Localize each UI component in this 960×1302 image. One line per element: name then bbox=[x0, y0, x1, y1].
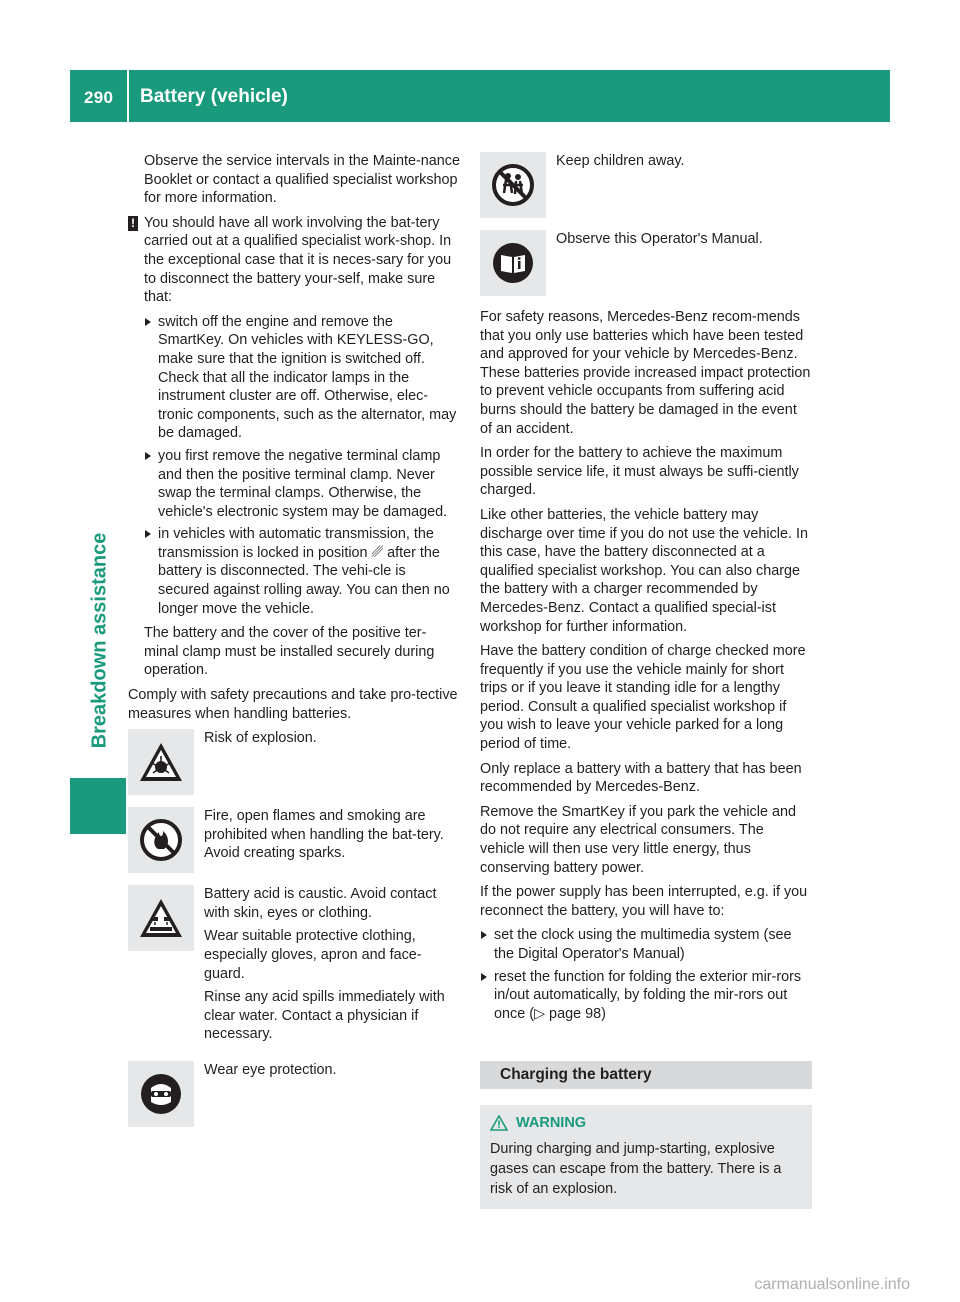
note-text: You should have all work involving the bat-tery carried out at a qualified specialist work-shop. In the exceptional case that it is neces-sary for you to disconnect the battery your-self, make sure that: bbox=[144, 214, 452, 306]
symbol-text: Wear suitable protective clothing, especially gloves, apron and face-guard. bbox=[204, 928, 422, 982]
note-bullets bbox=[128, 313, 460, 619]
keep-children-away-icon bbox=[480, 152, 546, 218]
warning-label: WARNING bbox=[516, 1115, 587, 1132]
body-paragraph: Remove the SmartKey if you park the vehicle and do not require any electrical consumers. The vehicle will then use very little energy, thus conserving battery power. bbox=[480, 803, 796, 876]
no-fire-icon bbox=[128, 807, 194, 873]
body-paragraph: Like other batteries, the vehicle battery may discharge over time if you do not use the vehicle. In this case, have the battery disconnected at a qualified specialist workshop. You can also charge the battery with a charger recommended by Mercedes-Benz. Contact a qualified special-ist workshop for further information. bbox=[480, 506, 808, 635]
warning-triangle-icon bbox=[490, 1115, 508, 1131]
service-paragraph: Observe the service intervals in the Mainte-nance Booklet or contact a qualified specialist workshop for more information. bbox=[144, 153, 460, 207]
side-tab bbox=[80, 532, 120, 748]
warning-text: During charging and jump-starting, explosive gases can escape from the battery. There is a risk of an explosion. bbox=[490, 1141, 782, 1198]
list-item: set the clock using the multimedia system (see the Digital Operator's Manual) bbox=[480, 926, 812, 963]
symbol-row bbox=[128, 807, 460, 873]
note-block bbox=[128, 214, 460, 307]
symbol-text: Keep children away. bbox=[556, 153, 685, 169]
body-paragraph: In order for the battery to achieve the maximum possible service life, it must always be suffi-ciently charged. bbox=[480, 445, 799, 499]
symbol-text: Risk of explosion. bbox=[204, 730, 317, 747]
header-divider bbox=[127, 70, 129, 122]
operator-manual-icon bbox=[480, 230, 546, 296]
reconnect-bullets bbox=[480, 926, 812, 1023]
symbol-row bbox=[480, 152, 812, 218]
list-item: reset the function for folding the exterior mir-rors in/out automatically, by folding the mir-rors out once (▷ page 98) bbox=[480, 968, 812, 1024]
right-column bbox=[480, 152, 812, 1209]
body-paragraph: Only replace a battery with a battery that has been recommended by Mercedes-Benz. bbox=[480, 760, 802, 796]
symbol-text: Fire, open flames and smoking are prohibited when handling the bat-tery. Avoid creating sparks. bbox=[204, 808, 444, 862]
exclamation-icon: ! bbox=[128, 216, 138, 231]
symbol-text: Wear eye protection. bbox=[204, 1061, 337, 1078]
symbol-row bbox=[128, 1061, 460, 1127]
left-column bbox=[128, 152, 460, 1139]
corrosive-warning-icon bbox=[128, 885, 194, 951]
warning-title bbox=[490, 1113, 802, 1133]
body-paragraph: If the power supply has been interrupted, e.g. if you reconnect the battery, you will have to: bbox=[480, 884, 808, 919]
symbol-row bbox=[128, 885, 460, 1049]
section-heading: Charging the battery bbox=[480, 1061, 812, 1089]
footer-watermark: carmanualsonline.info bbox=[754, 1276, 910, 1293]
symbol-text: Battery acid is caustic. Avoid contact with skin, eyes or clothing. bbox=[204, 886, 437, 921]
list-item: in vehicles with automatic transmission, the transmission is locked in position ␥ after the battery is disconnected. The vehi-cle is secured against rolling away. You can then no longer move the vehicle. bbox=[144, 525, 460, 618]
symbol-row bbox=[128, 729, 460, 795]
page-title: Battery (vehicle) bbox=[140, 86, 288, 107]
list-item: you first remove the negative terminal clamp and then the positive terminal clamp. Never swap the terminal clamps. Otherwise, the vehicle's electronic system may be damaged. bbox=[144, 447, 460, 521]
symbol-text: Observe this Operator's Manual. bbox=[556, 231, 763, 247]
body-paragraph: For safety reasons, Mercedes-Benz recom-mends that you only use batteries which have been tested and approved for your vehicle by Mercedes-Benz. These batteries provide increased impact protection to prevent vehicle occupants from suffering acid burns should the battery be damaged in the event of an accident. bbox=[480, 309, 811, 437]
eye-protection-icon bbox=[128, 1061, 194, 1127]
side-marker bbox=[70, 778, 126, 834]
page-number: 290 bbox=[84, 88, 114, 107]
symbol-text: Rinse any acid spills immediately with clear water. Contact a physician if necessary. bbox=[204, 989, 445, 1043]
body-paragraph: Have the battery condition of charge checked more frequently if you use the vehicle mainly for short trips or if you leave it standing idle for a lengthy period. Consult a qualified specialist workshop if you wish to leave your vehicle parked for a long period of time. bbox=[480, 643, 806, 753]
side-tab-label: Breakdown assistance bbox=[88, 532, 111, 748]
warning-box bbox=[480, 1105, 812, 1209]
symbol-row bbox=[480, 230, 812, 296]
list-item: switch off the engine and remove the SmartKey. On vehicles with KEYLESS-GO, make sure that the ignition is switched off. Check that all the indicator lamps in the instrument cluster are off. Otherwise, elec-tronic components, such as the alternator, may be damaged. bbox=[144, 313, 460, 443]
cover-paragraph: The battery and the cover of the positive ter-minal clamp must be installed securely during operation. bbox=[144, 625, 435, 679]
explosion-warning-icon bbox=[128, 729, 194, 795]
comply-paragraph: Comply with safety precautions and take pro-tective measures when handling batteries. bbox=[128, 687, 458, 722]
